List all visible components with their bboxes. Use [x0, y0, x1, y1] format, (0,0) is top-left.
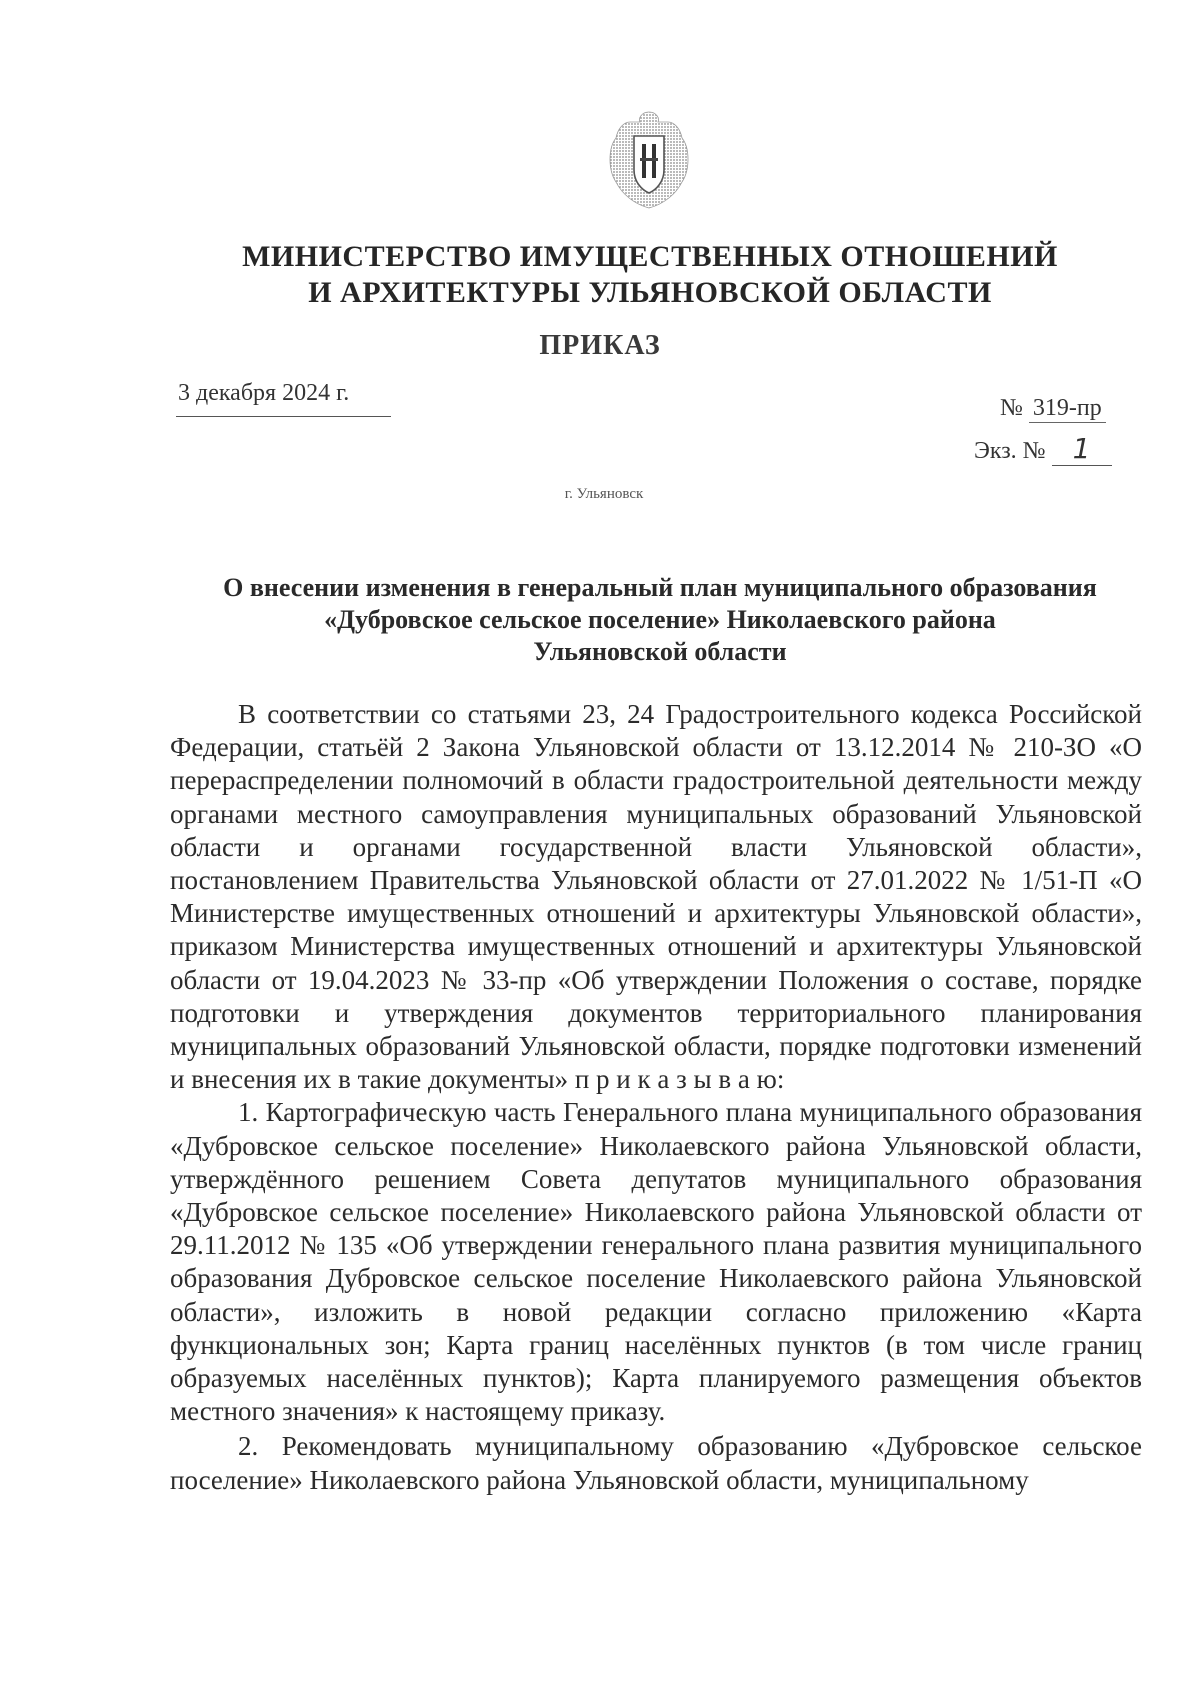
copy-value: 1	[1052, 432, 1112, 466]
number-label: №	[1000, 395, 1023, 421]
ulyanovsk-region-coat-of-arms-icon	[604, 108, 694, 212]
order-word: п р и к а з ы в а ю:	[574, 1064, 785, 1095]
title-line3: Ульяновской области	[533, 637, 787, 666]
city-name: г. Ульяновск	[564, 486, 644, 502]
title-line2: «Дубровское сельское поселение» Николаевского района	[324, 605, 996, 634]
number-value: 319-пр	[1029, 395, 1106, 423]
ministry-name-line2: И АРХИТЕКТУРЫ УЛЬЯНОВСКОЙ ОБЛАСТИ	[308, 276, 992, 309]
order-date: 3 декабря 2024 г.	[178, 380, 350, 406]
title-line1: О внесении изменения в генеральный план муниципального образования	[223, 573, 1097, 602]
document-type: ПРИКАЗ	[539, 330, 661, 361]
preamble-paragraph	[170, 698, 1142, 1096]
preamble-text: В соответствии со статьями 23, 24 Градостроительного кодекса Российской Федерации, статьёй 2 Закона Ульяновской области от 13.12.2014 № 210-ЗО «О перераспределении полномочий в области градостроительной деятельности между органами местного самоуправления муниципальных образований Ульяновской области и органами государственной власти Ульяновской области», постановлением Правительства Ульяновской области от 27.01.2022 № 1/51-П «О Министерстве имущественных отношений и архитектуры Ульяновской области», приказом Министерства имущественных отношений и архитектуры Ульяновской области от 19.04.2023 № 33-пр «Об утверждении Положения о составе, порядке подготовки и утверждения документов территориального планирования муниципальных образований Ульяновской области, порядке подготовки изменений и внесения их в такие документы»	[170, 699, 1142, 1095]
item-2-paragraph: 2. Рекомендовать муниципальному образованию «Дубровское сельское поселение» Николаевского района Ульяновской области, муниципальному	[170, 1431, 1142, 1495]
item-1-paragraph: 1. Картографическую часть Генерального плана муниципального образования «Дубровское сельское поселение» Николаевского района Ульяновской области, утверждённого решением Совета депутатов муниципального образования «Дубровское сельское поселение» Николаевского района Ульяновской области от 29.11.2012 № 135 «Об утверждении генерального плана развития муниципального образования Дубровское сельское поселение Николаевского района Ульяновской области», изложить в новой редакции согласно приложению «Карта функциональных зон; Карта границ населённых пунктов (в том числе границ образуемых населённых пунктов); Карта планируемого размещения объектов местного значения» к настоящему приказу.	[170, 1097, 1142, 1427]
order-title	[170, 572, 1150, 668]
order-body	[170, 698, 1142, 1497]
copy-number	[974, 432, 1112, 466]
date-underline	[176, 416, 391, 417]
order-number	[1000, 395, 1106, 423]
copy-label: Экз. №	[974, 438, 1046, 464]
ministry-name-line1: МИНИСТЕРСТВО ИМУЩЕСТВЕННЫХ ОТНОШЕНИЙ	[242, 240, 1058, 273]
